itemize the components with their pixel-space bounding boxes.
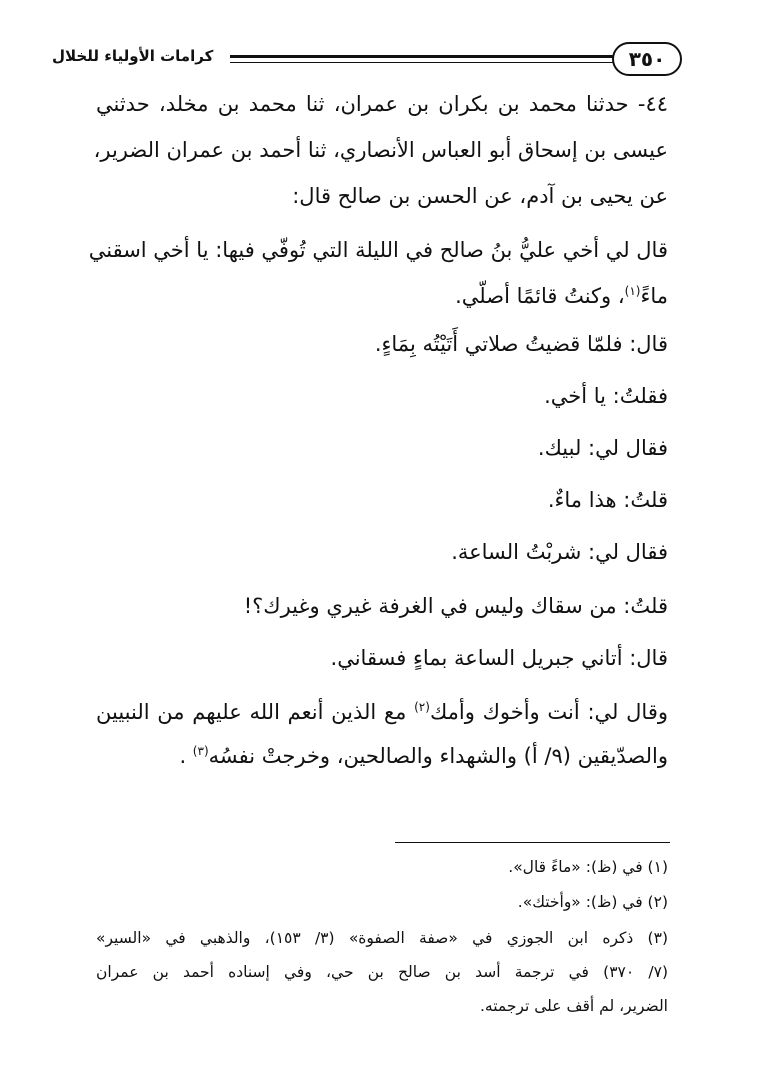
footnote-marker: (٣) [192,744,209,758]
body-text: ، وكنتُ قائمًا أصلّي. [455,284,625,308]
body-text: والصدّيقين (٩/ أ) والشهداء والصالحين، وخرجتْ نفسُه [208,744,668,768]
body-text: ماءً [640,284,668,308]
body-line: ٤٤- حدثنا محمد بن بكران بن عمران، ثنا محمد بن مخلد، حدثني [96,92,668,116]
footnote-1: (١) في (ظ): «ماءً قال». [508,858,668,876]
body-line: فقلتُ: يا أخي. [544,384,668,408]
page-number: ٣٥٠ [612,42,682,76]
body-text: وقال لي: أنت وأخوك وأمك [429,700,668,724]
body-text: . [179,744,193,768]
body-line-with-footnote [455,284,668,308]
footnote-2: (٢) في (ظ): «وأختك». [517,893,668,911]
footnote-marker: (١) [624,284,641,298]
body-line-with-footnote [179,744,668,768]
body-line: عيسى بن إسحاق أبو العباس الأنصاري، ثنا أحمد بن عمران الضرير، [93,138,668,162]
body-line: فقال لي: لبيك. [537,436,668,460]
footnote-3-cont: الضرير، لم أقف على ترجمته. [479,997,668,1015]
footnote-separator [395,842,670,843]
body-line: قال: فلمّا قضيتُ صلاتي أَتَيْتُه بِمَاءٍ. [374,332,668,356]
running-title: كرامات الأولياء للخلال [52,47,214,65]
footnote-marker: (٢) [414,700,430,714]
body-line: قلتُ: هذا ماءٌ. [547,488,668,512]
page-header [52,38,682,80]
header-rule [230,55,614,63]
body-text: مع الذين أنعم الله عليهم من النبيين [96,700,415,724]
footnote-3-cont: (٧/ ٣٧٠) في ترجمة أسد بن صالح بن حي، وفي إسناده أحمد بن عمران [96,963,668,981]
footnote-3: (٣) ذكره ابن الجوزي في «صفة الصفوة» (٣/ ١٥٣)، والذهبي في «السير» [96,929,668,947]
body-line: قال: أتاني جبريل الساعة بماءٍ فسقاني. [330,646,668,670]
body-line: قلتُ: من سقاك وليس في الغرفة غيري وغيرك؟! [243,594,668,618]
body-line: فقال لي: شربْتُ الساعة. [451,540,668,564]
body-line: عن يحيى بن آدم، عن الحسن بن صالح قال: [292,184,668,208]
body-line: قال لي أخي عليُّ بنُ صالح في الليلة التي تُوفّي فيها: يا أخي اسقني [88,238,668,262]
body-line-with-footnote [96,700,668,724]
